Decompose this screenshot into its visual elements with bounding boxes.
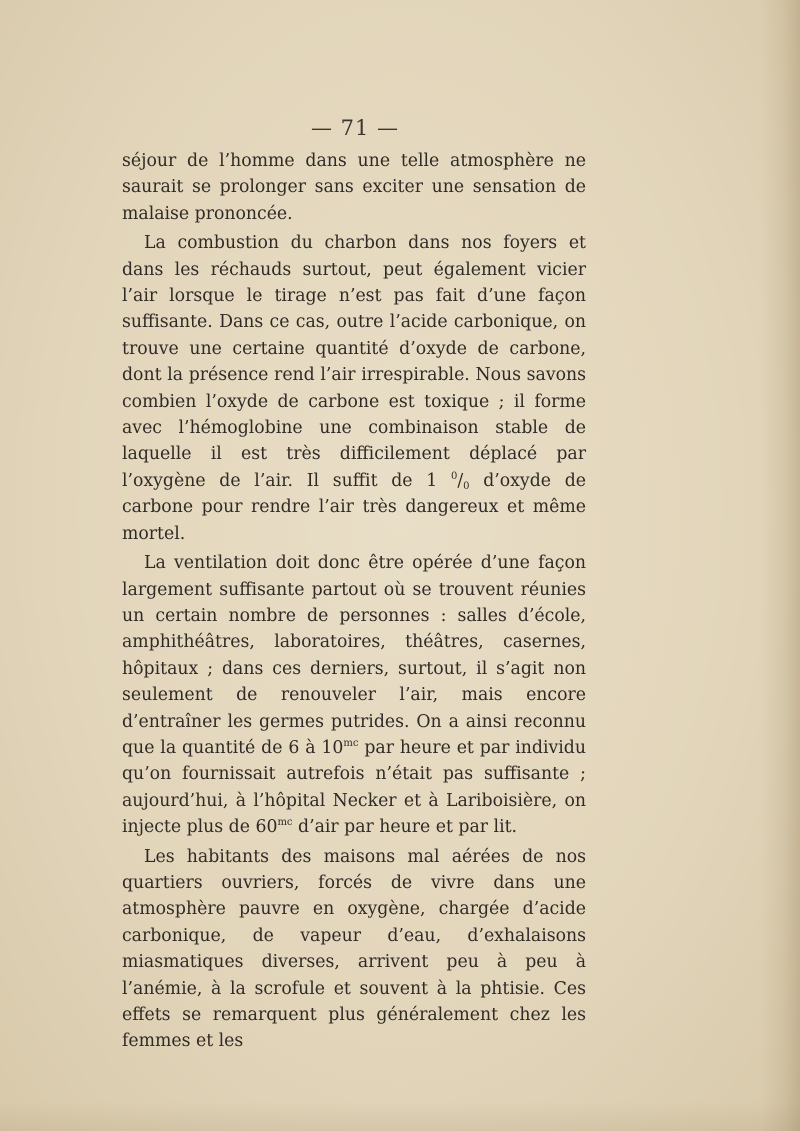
paragraph-text: La combustion du charbon dans nos foyers et dans les réchauds surtout, peut également vicier l’air lorsque le tirage n’est pas fait d’une façon suffisante. Dans ce cas, outre l’acide carbonique, on trouve une certaine quantité d’oxyde de carbone, dont la présence rend l’air irrespirable. Nous savons combien l’oxyde de carbone est toxique ; il forme avec l’hémoglobine une combinaison stable de laquelle il est très difficilement déplacé par l’oxygène de l’air. Il suffit de 1 (122, 233, 586, 491)
paragraph-text: par heure et par individu qu’on fournissait autrefois n’était pas suffisante ; aujourd’hui, à l’hôpital Necker et à Lariboisière, on injecte plus de 60 (122, 737, 586, 838)
page-bottom-shadow (0, 1101, 800, 1131)
per-mille-sub: 0 (463, 480, 470, 492)
paragraph-text: d’oxyde de carbone pour rendre l’air très dangereux et même mortel. (122, 470, 586, 544)
body-text (122, 148, 586, 1055)
paragraph-ventilation (122, 550, 586, 840)
per-mille-slash: / (457, 470, 464, 491)
paragraph-combustion (122, 230, 586, 547)
paragraph-text: Les habitants des maisons mal aérées de nos quartiers ouvriers, forcés de vivre dans une atmosphère pauvre en oxygène, chargée d’acide carbonique, de vapeur d’eau, d’exhalaisons miasmatiques diverses, arrivent peu à peu à l’anémie, à la scrofule et souvent à la phtisie. Ces effets se remarquent plus généralement chez les femmes et les (122, 846, 586, 1052)
paragraph-continuation (122, 148, 586, 227)
cubic-meter-sup: mc (343, 737, 359, 749)
paragraph-habitants (122, 844, 586, 1055)
paragraph-text: séjour de l’homme dans une telle atmosphère ne saurait se prolonger sans exciter une sensation de malaise prononcée. (122, 151, 586, 224)
per-mille-sup: 0 (450, 470, 458, 482)
paragraph-text: d’air par heure et par lit. (292, 817, 518, 838)
paragraph-text: La ventilation doit donc être opérée d’une façon largement suffisante partout où se trouvent réunies un certain nombre de personnes : salles d’école, amphithéâtres, laboratoires, théâtres, casernes, hôpitaux ; dans ces derniers, surtout, il s’agit non seulement de renouveler l’air, mais encore d’entraîner les germes putrides. On a ainsi reconnu que la quantité de 6 à 10 (122, 553, 586, 758)
page-number: — 71 — (310, 116, 400, 140)
page-edge-shadow (760, 0, 800, 1131)
cubic-meter-sup: mc (277, 817, 293, 829)
